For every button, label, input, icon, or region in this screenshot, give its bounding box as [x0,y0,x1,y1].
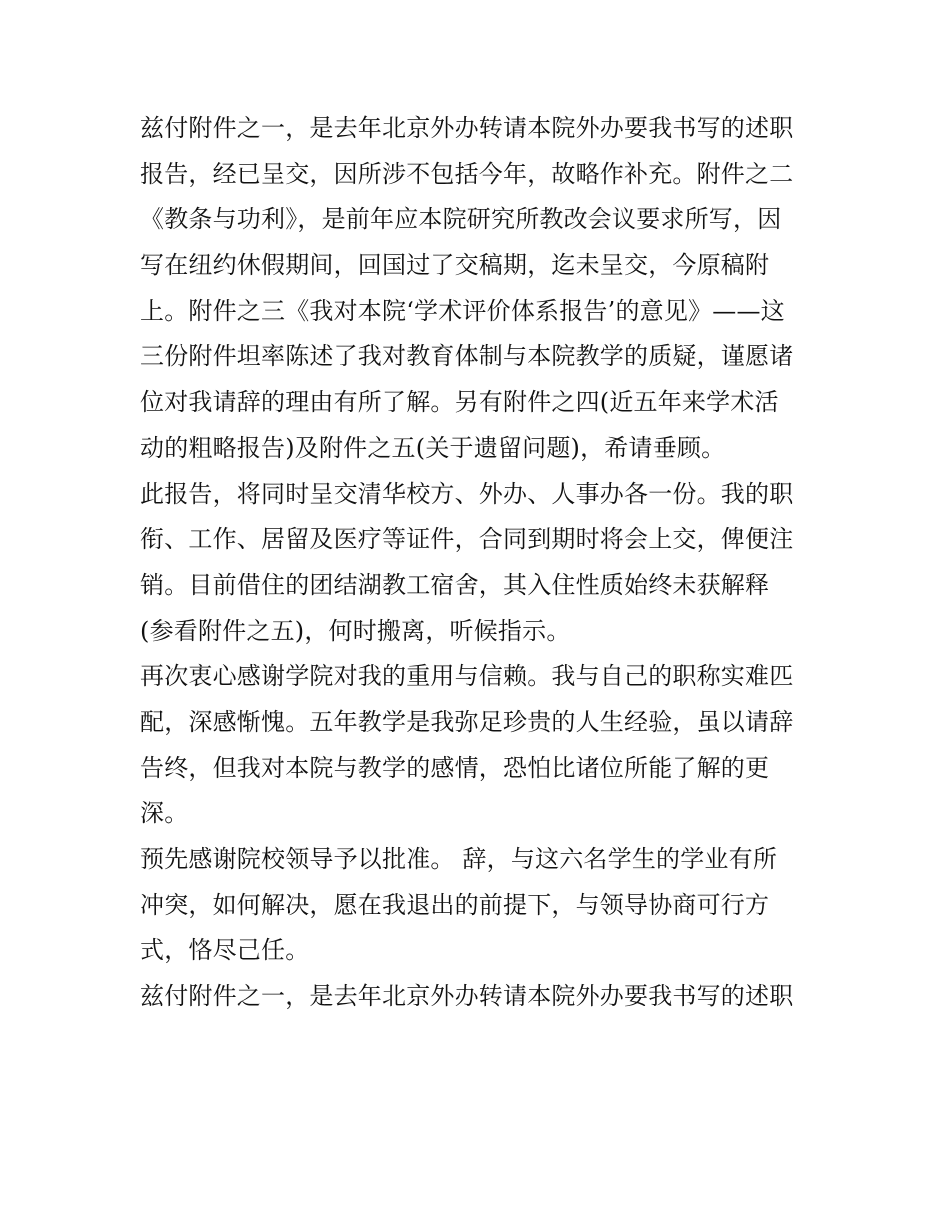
text-line: 动的粗略报告)及附件之五(关于遗留问题)，希请垂顾。 [140,433,726,462]
text-line: (参看附件之五)，何时搬离，听候指示。 [140,616,571,645]
body-text [140,106,820,1020]
text-line: 兹付附件之一，是去年北京外办转请本院外办要我书写的述职 [140,982,794,1011]
text-line: 告终，但我对本院与教学的感情，恐怕比诸位所能了解的更 [140,753,770,782]
text-line: 冲突，如何解决，愿在我退出的前提下，与领导协商可行方 [140,890,770,919]
text-line: 再次衷心感谢学院对我的重用与信赖。我与自己的职称实难匹 [140,662,794,691]
text-line: 预先感谢院校领导予以批准。 辞，与这六名学生的学业有所 [140,845,778,873]
text-line: 上。附件之三《我对本院‘学术评价体系报告’的意见》——这 [140,296,785,325]
text-line: 报告，经已呈交，因所涉不包括今年，故略作补充。附件之二 [140,159,794,188]
text-line: 式，恪尽己任。 [140,936,310,965]
text-line: 深。 [140,799,189,828]
text-line: 位对我请辞的理由有所了解。另有附件之四(近五年来学术活 [140,388,779,417]
text-line: 写在纽约休假期间，回国过了交稿期，迄未呈交，今原稿附 [140,251,770,280]
text-line: 《教条与功利》，是前年应本院研究所教改会议要求所写，因 [140,205,782,234]
text-line: 配，深感惭愧。五年教学是我弥足珍贵的人生经验，虽以请辞 [140,707,794,736]
text-line: 衔、工作、居留及医疗等证件，合同到期时将会上交，俾便注 [140,525,794,554]
text-line: 三份附件坦率陈述了我对教育体制与本院教学的质疑，谨愿诸 [140,342,794,371]
text-line: 兹付附件之一，是去年北京外办转请本院外办要我书写的述职 [140,114,794,142]
text-line: 此报告，将同时呈交清华校方、外办、人事办各一份。我的职 [140,479,794,508]
text-line: 销。目前借住的团结湖教工宿舍，其入住性质始终未获解释 [140,570,770,599]
